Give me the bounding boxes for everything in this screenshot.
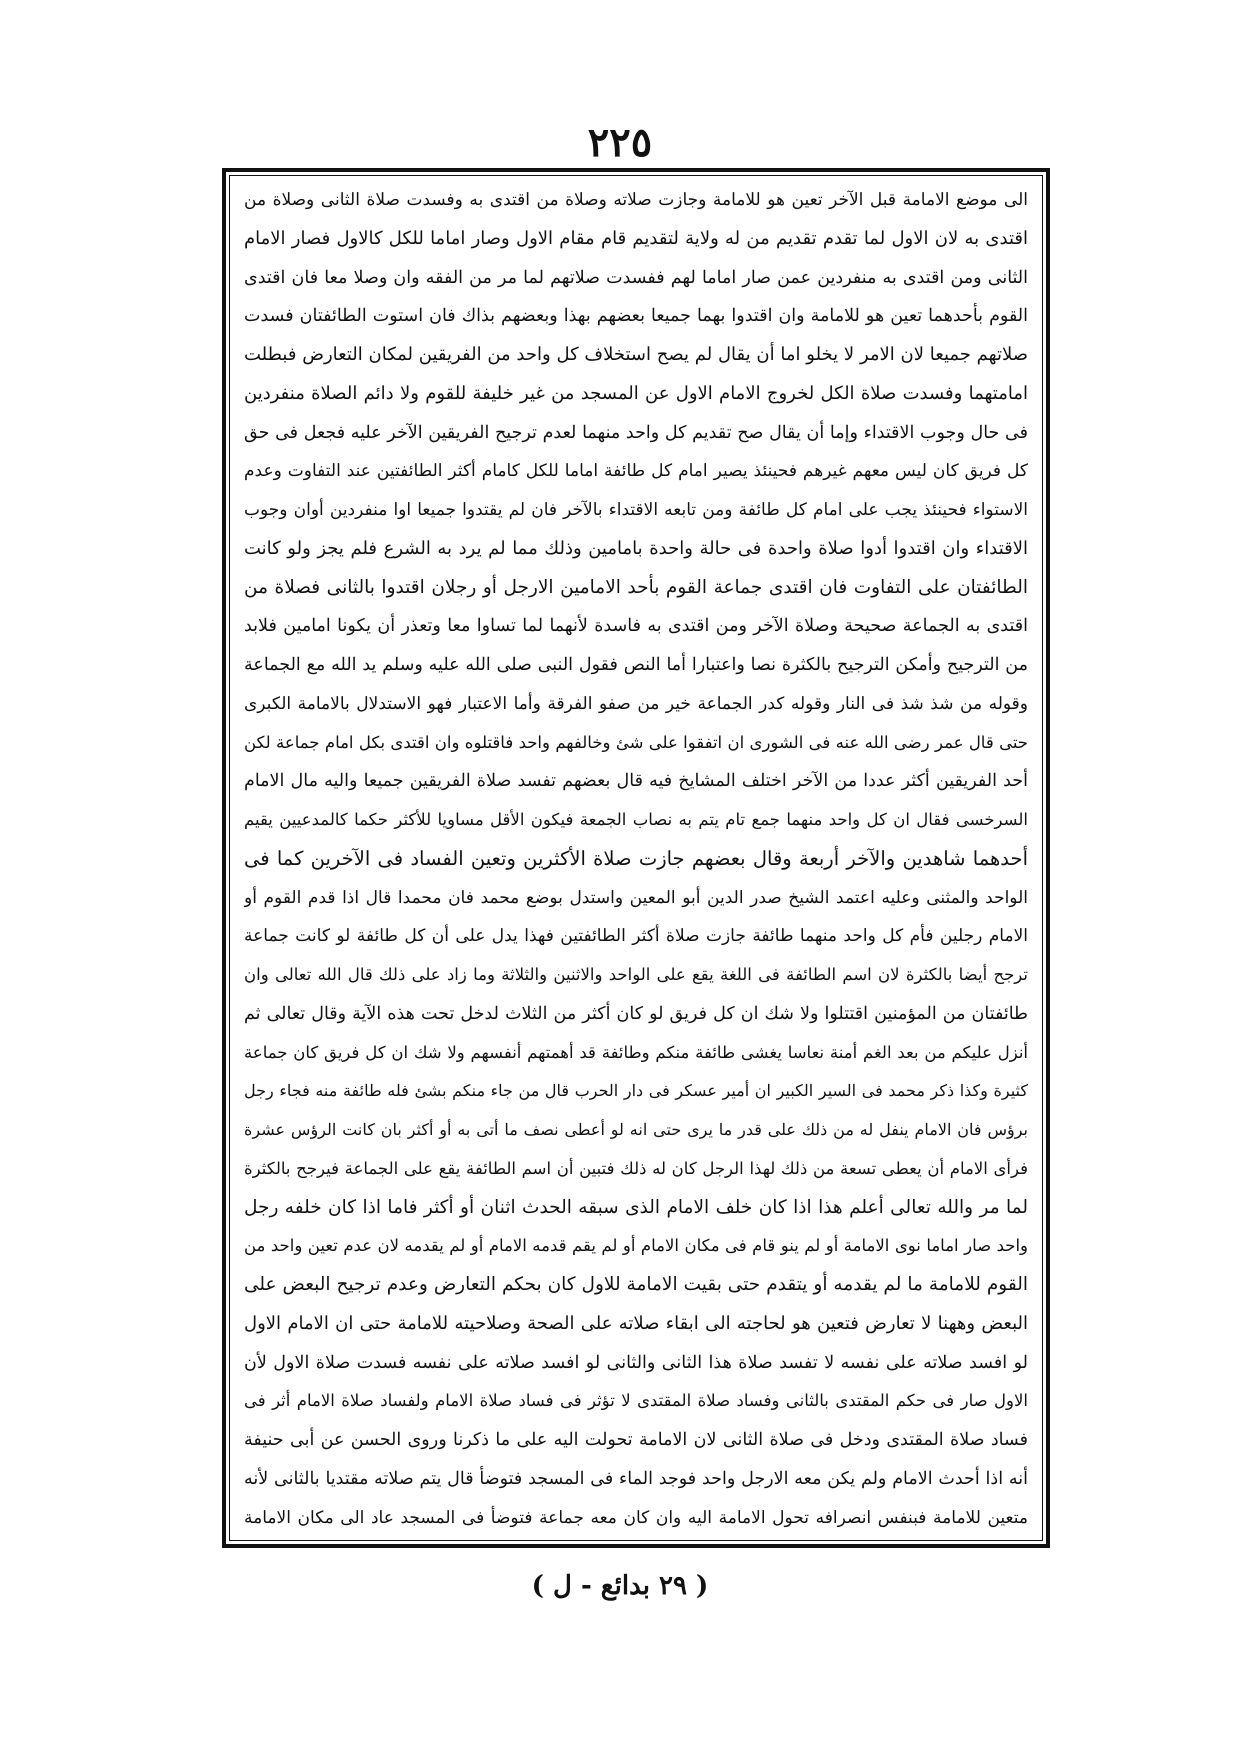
text-line: ترجح أيضا بالكثرة لان اسم الطائفة فى اللغة يقع على الواحد والاثنين والثلاثة وما زاد على ذلك قال الله تعالى وان <box>244 965 1028 984</box>
text-line: الاول صار فى حكم المقتدى بالثانى وفساد صلاة المقتدى لا تؤثر فى فساد صلاة الامام ولفساد صلاة الامام أثر فى <box>244 1391 1028 1411</box>
footer-signature: ( ٢٩ بدائع - ل ) <box>531 1571 709 1601</box>
text-line: القوم للامامة ما لم يقدمه أو يتقدم حتى بقيت الامامة للاول كان بحكم التعارض وعدم ترجيح البعض على <box>244 1274 1028 1295</box>
text-line: متعين للامامة فبنفس انصرافه تحول الامامة اليه وان كان معه جماعة فتوضأ فى المسجد عاد الى مكان الامامة <box>244 1507 1028 1528</box>
page-number: ٢٢٥ <box>587 119 653 166</box>
text-line: حتى قال عمر رضى الله عنه فى الشورى ان اتفقوا على شئ وخالفهم واحد فاقتلوه وان اقتدى بكل امام جماعة لكن <box>244 732 1028 752</box>
text-line: الثانى ومن اقتدى به منفردين عمن صار اماما لهم ففسدت صلاتهم لما مر من الفقه وان وصلا معا فان اقتدى <box>244 267 1028 288</box>
text-line: الطائفتان على التفاوت فان اقتدى جماعة القوم بأحد الامامين الارجل أو رجلان اقتدوا بالثانى فصلاة من <box>244 576 1028 598</box>
text-line: الاقتداء وان اقتدوا أدوا صلاة واحدة فى حالة واحدة بامامين وذلك مما لم يرد به الشرع فلم يجز ولو كانت <box>244 537 1028 559</box>
text-line: البعض وههنا لا تعارض فتعين هو لحاجته الى ابقاء صلاته على الصحة وصلاحيته للامامة حتى ان الامام الاول <box>244 1312 1028 1334</box>
text-line: برؤس فان الامام ينفل له من ذلك على قدر ما يرى حتى انه لو أعطى نصف ما أتى به أو أكثر بان كانت الرؤس عشرة <box>244 1120 1028 1139</box>
text-line: أنزل عليكم من بعد الغم أمنة نعاسا يغشى طائفة منكم وطائفة قد أهمتهم أنفسهم ولا شك ان كل فريق كان جماعة <box>244 1042 1028 1062</box>
text-line: الاستواء فحينئذ يجب على امام كل طائفة ومن تابعه الاقتداء بالآخر فان لم يقتدوا جميعا اوا منفردين أوان وجوب <box>244 500 1028 520</box>
text-line: الامام رجلين فأم كل واحد منهما طائفة جازت صلاة أكثر الطائفتين فهذا يدل على أن كل طائفة لو كانت جماعة <box>244 926 1028 947</box>
text-body <box>244 180 1028 1536</box>
text-line: فساد صلاة المقتدى ودخل فى صلاة الثانى لان الامامة تحولت اليه على ما ذكرنا وروى الحسن عن أبى حنيفة <box>244 1430 1028 1450</box>
text-line: أحد الفريقين أكثر عددا من الآخر اختلف المشايخ فيه قال بعضهم تفسد صلاة الفريقين جميعا واليه مال الامام <box>244 771 1028 792</box>
text-line: السرخسى فقال ان كل واحد منهما جمع تام يتم به نصاب الجمعة فيكون الأقل مساويا للأكثر حكما كالمدعيين يقيم <box>244 810 1028 829</box>
text-line: أنه اذا أحدث الامام ولم يكن معه الارجل واحد فوجد الماء فى المسجد فتوضأ قال يتم صلاته مقتديا بالثانى لأنه <box>244 1468 1028 1489</box>
text-line: الى موضع الامامة قبل الآخر تعين هو للامامة وجازت صلاته وصلاة من اقتدى به وفسدت صلاة الثانى وصلاة من <box>244 190 1028 210</box>
text-line: لما مر والله تعالى أعلم هذا اذا كان خلف الامام الذى سبقه الحدث اثنان أو أكثر فاما اذا كان خلفه رجل <box>244 1196 1028 1218</box>
text-line: من الترجيح وأمكن الترجيح بالكثرة نصا واعتبارا أما النص فقول النبى صلى الله عليه وسلم يد الله مع الجماعة <box>244 655 1028 675</box>
text-line: اقتدى به لان الاول لما تقدم تقديم من له ولاية لتقديم قام مقام الاول وصار اماما للكل كالاول فصار الامام <box>244 227 1028 249</box>
text-line: فى حال وجوب الاقتداء وإما أن يقال صح تقديم كل واحد منهما لعدم ترجيح الفريقين الآخر عليه فجعل فى حق <box>244 422 1028 443</box>
text-line: كثيرة وكذا ذكر محمد فى السير الكبير ان أمير عسكر فى دار الحرب قال من جاء منكم بشئ فله طائفة منه فجاء رجل <box>244 1081 1028 1101</box>
text-line: أحدهما شاهدين والآخر أربعة وقال بعضهم جازت صلاة الأكثرين وتعين الفساد فى الآخرين كما فى <box>244 846 1028 870</box>
text-line: فرأى الامام أن يعطى تسعة من ذلك لهذا الرجل كان له ذلك فتبين أن اسم الطائفة يقع على الجماعة فيرجح بالكثرة <box>244 1158 1028 1178</box>
text-line: طائفتان من المؤمنين اقتتلوا ولا شك ان كل فريق لو كان أكثر من الثلاث لدخل تحت هذه الآية وقال تعالى ثم <box>244 1003 1028 1024</box>
text-line: واحد صار اماما نوى الامامة أو لم ينو قام فى مكان الامام أو لم يقم قدمه الامام أو لم يقدمه لان عدم تعين واحد من <box>244 1236 1028 1256</box>
text-line: اقتدى به الجماعة صحيحة وصلاة الآخر ومن اقتدى به فاسدة لأنهما لما تساوا معا وتعذر أن يكونا امامين فلابد <box>244 616 1028 637</box>
text-line: كل فريق كان ليس معهم غيرهم فحينئذ يصير امام كل طائفة اماما للكل كامام أكثر الطائفتين عند التفاوت وعدم <box>244 461 1028 482</box>
text-line: لو افسد صلاته على نفسه لا تفسد صلاة هذا الثانى والثانى لو افسد صلاته على نفسه فسدت صلاة الاول لأن <box>244 1352 1028 1373</box>
text-line: القوم بأحدهما تعين هو للامامة وان اقتدوا بهما جميعا بعضهم بهذا وبعضهم بذاك فان استوت الطائفتان فسدت <box>244 306 1028 327</box>
text-line: وقوله من شذ شذ فى النار وقوله كدر الجماعة خير من صفو الفرقة وأما الاعتبار فهو الاستدلال بالامامة الكبرى <box>244 693 1028 714</box>
text-line: صلاتهم جميعا لان الامر لا يخلو اما أن يقال لم يصح استخلاف كل واحد من الفريقين لمكان التعارض فبطلت <box>244 344 1028 365</box>
text-line: امامتهما وفسدت صلاة الكل لخروج الامام الاول عن المسجد من غير خليفة للقوم ولا دائم الصلاة منفردين <box>244 382 1028 404</box>
text-line: الواحد والمثنى وعليه اعتمد الشيخ صدر الدين أبو المعين واستدل بوضع محمد فان محمدا قال اذا قدم القوم أو <box>244 887 1028 908</box>
